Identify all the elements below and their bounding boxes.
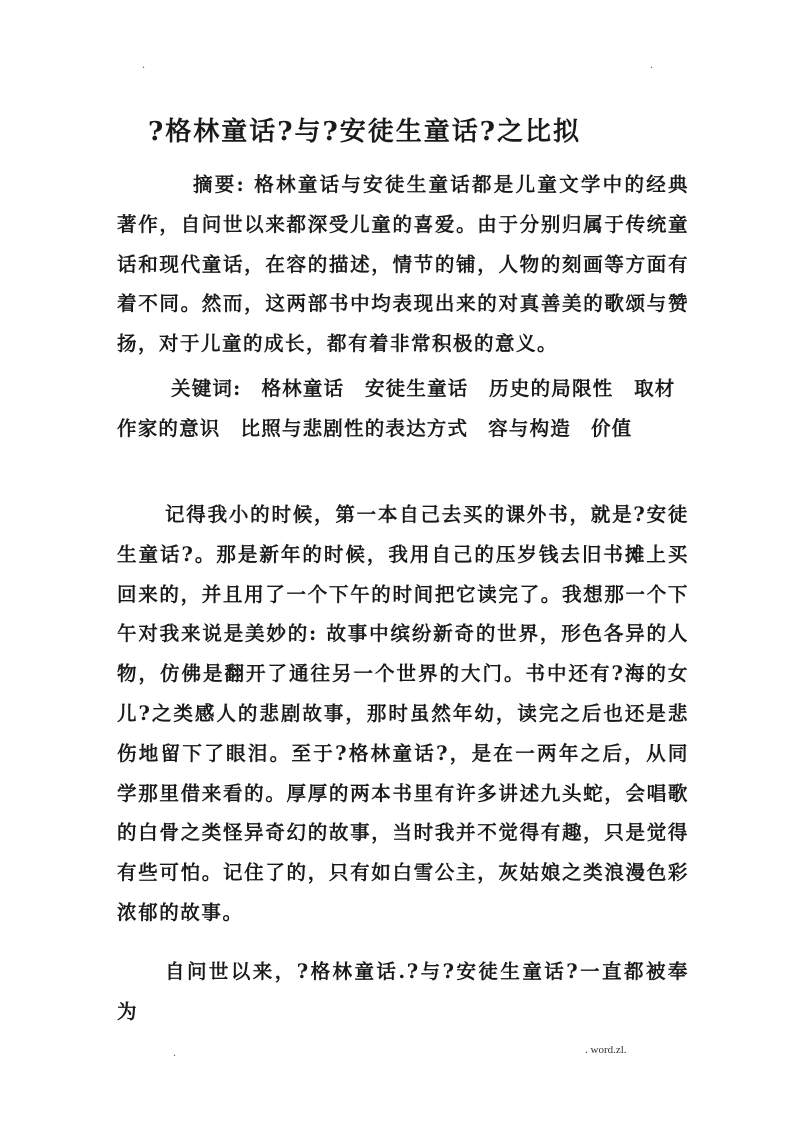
footer-watermark: . word.zl. — [585, 1044, 627, 1056]
body-paragraph: 记得我小的时候，第一本自己去买的课外书，就是?安徒生童话?。那是新年的时候，我用自己的压岁钱去旧书摊上买回来的，并且用了一个下午的时间把它读完了。我想那一个下午对我来说是美妙的: 故事中缤纷新奇的世界，形色各异的人物，仿佛是翻开了通往另一个世界的大门。书中还有?海的女儿?之类感人的悲剧故事，那时虽然年幼，读完之后也还是悲伤地留下了眼泪。至于?格林童话?，是在一两年之后，从同学那里借来看的。厚厚的两本书里有许多讲述九头蛇，会唱歌的白骨之类怪异奇幻的故事，当时我并不觉得有趣，只是觉得有些可怕。记住了的，只有如白雪公主，灰姑娘之类浪漫色彩浓郁的故事。 — [117, 503, 689, 924]
header-corner-mark-left: . — [142, 57, 145, 71]
abstract-paragraph: 摘要: 格林童话与安徒生童话都是儿童文学中的经典著作，自问世以来都深受儿童的喜爱。由于分别归属于传统童话和现代童话，在容的描述，情节的铺，人物的刻画等方面有着不同。然而，这两部书中均表现出来的对真善美的歌颂与赞扬，对于儿童的成长，都有着非常积极的意义。 — [117, 173, 689, 356]
keywords-paragraph: 关键词: 格林童话 安徒生童话 历史的局限性 取材 作家的意识 比照与悲剧性的表达方式 容与构造 价值 — [117, 377, 676, 440]
document-title: ?格林童话?与?安徒生童话?之比拟 — [148, 117, 581, 147]
footer-mark-left: . — [173, 1045, 176, 1059]
header-corner-mark-right: . — [650, 57, 653, 71]
body-paragraph: 自问世以来，?格林童话.?与?安徒生童话?一直都被奉为 — [117, 960, 689, 1023]
